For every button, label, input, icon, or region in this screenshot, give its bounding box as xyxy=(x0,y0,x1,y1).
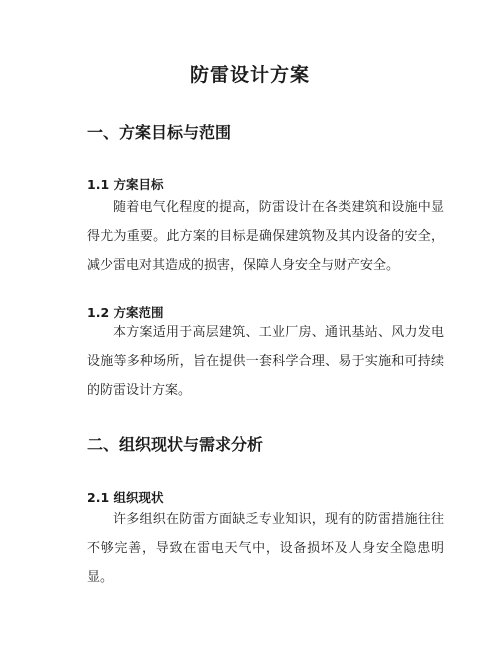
document-title: 防雷设计方案 xyxy=(189,64,310,86)
subsection-heading-scope: 1.2 方案范围 xyxy=(87,305,164,320)
paragraph-objective: 随着电气化程度的提高，防雷设计在各类建筑和设施中显得尤为重要。此方案的目标是确保建筑物及其内设备的安全，减少雷电对其造成的损害，保障人身安全与财产安全。 xyxy=(87,200,444,273)
section-heading-analysis: 二、组织现状与需求分析 xyxy=(87,435,264,454)
subsection-heading-status: 2.1 组织现状 xyxy=(87,490,164,505)
paragraph-status: 许多组织在防雷方面缺乏专业知识，现有的防雷措施往往不够完善，导致在雷电天气中，设备损坏及人身安全隐患明显。 xyxy=(87,512,444,585)
section-heading-goals: 一、方案目标与范围 xyxy=(87,123,232,142)
paragraph-scope: 本方案适用于高层建筑、工业厂房、通讯基站、风力发电设施等多种场所，旨在提供一套科学合理、易于实施和可持续的防雷设计方案。 xyxy=(87,325,444,398)
subsection-heading-objective: 1.1 方案目标 xyxy=(87,177,164,192)
